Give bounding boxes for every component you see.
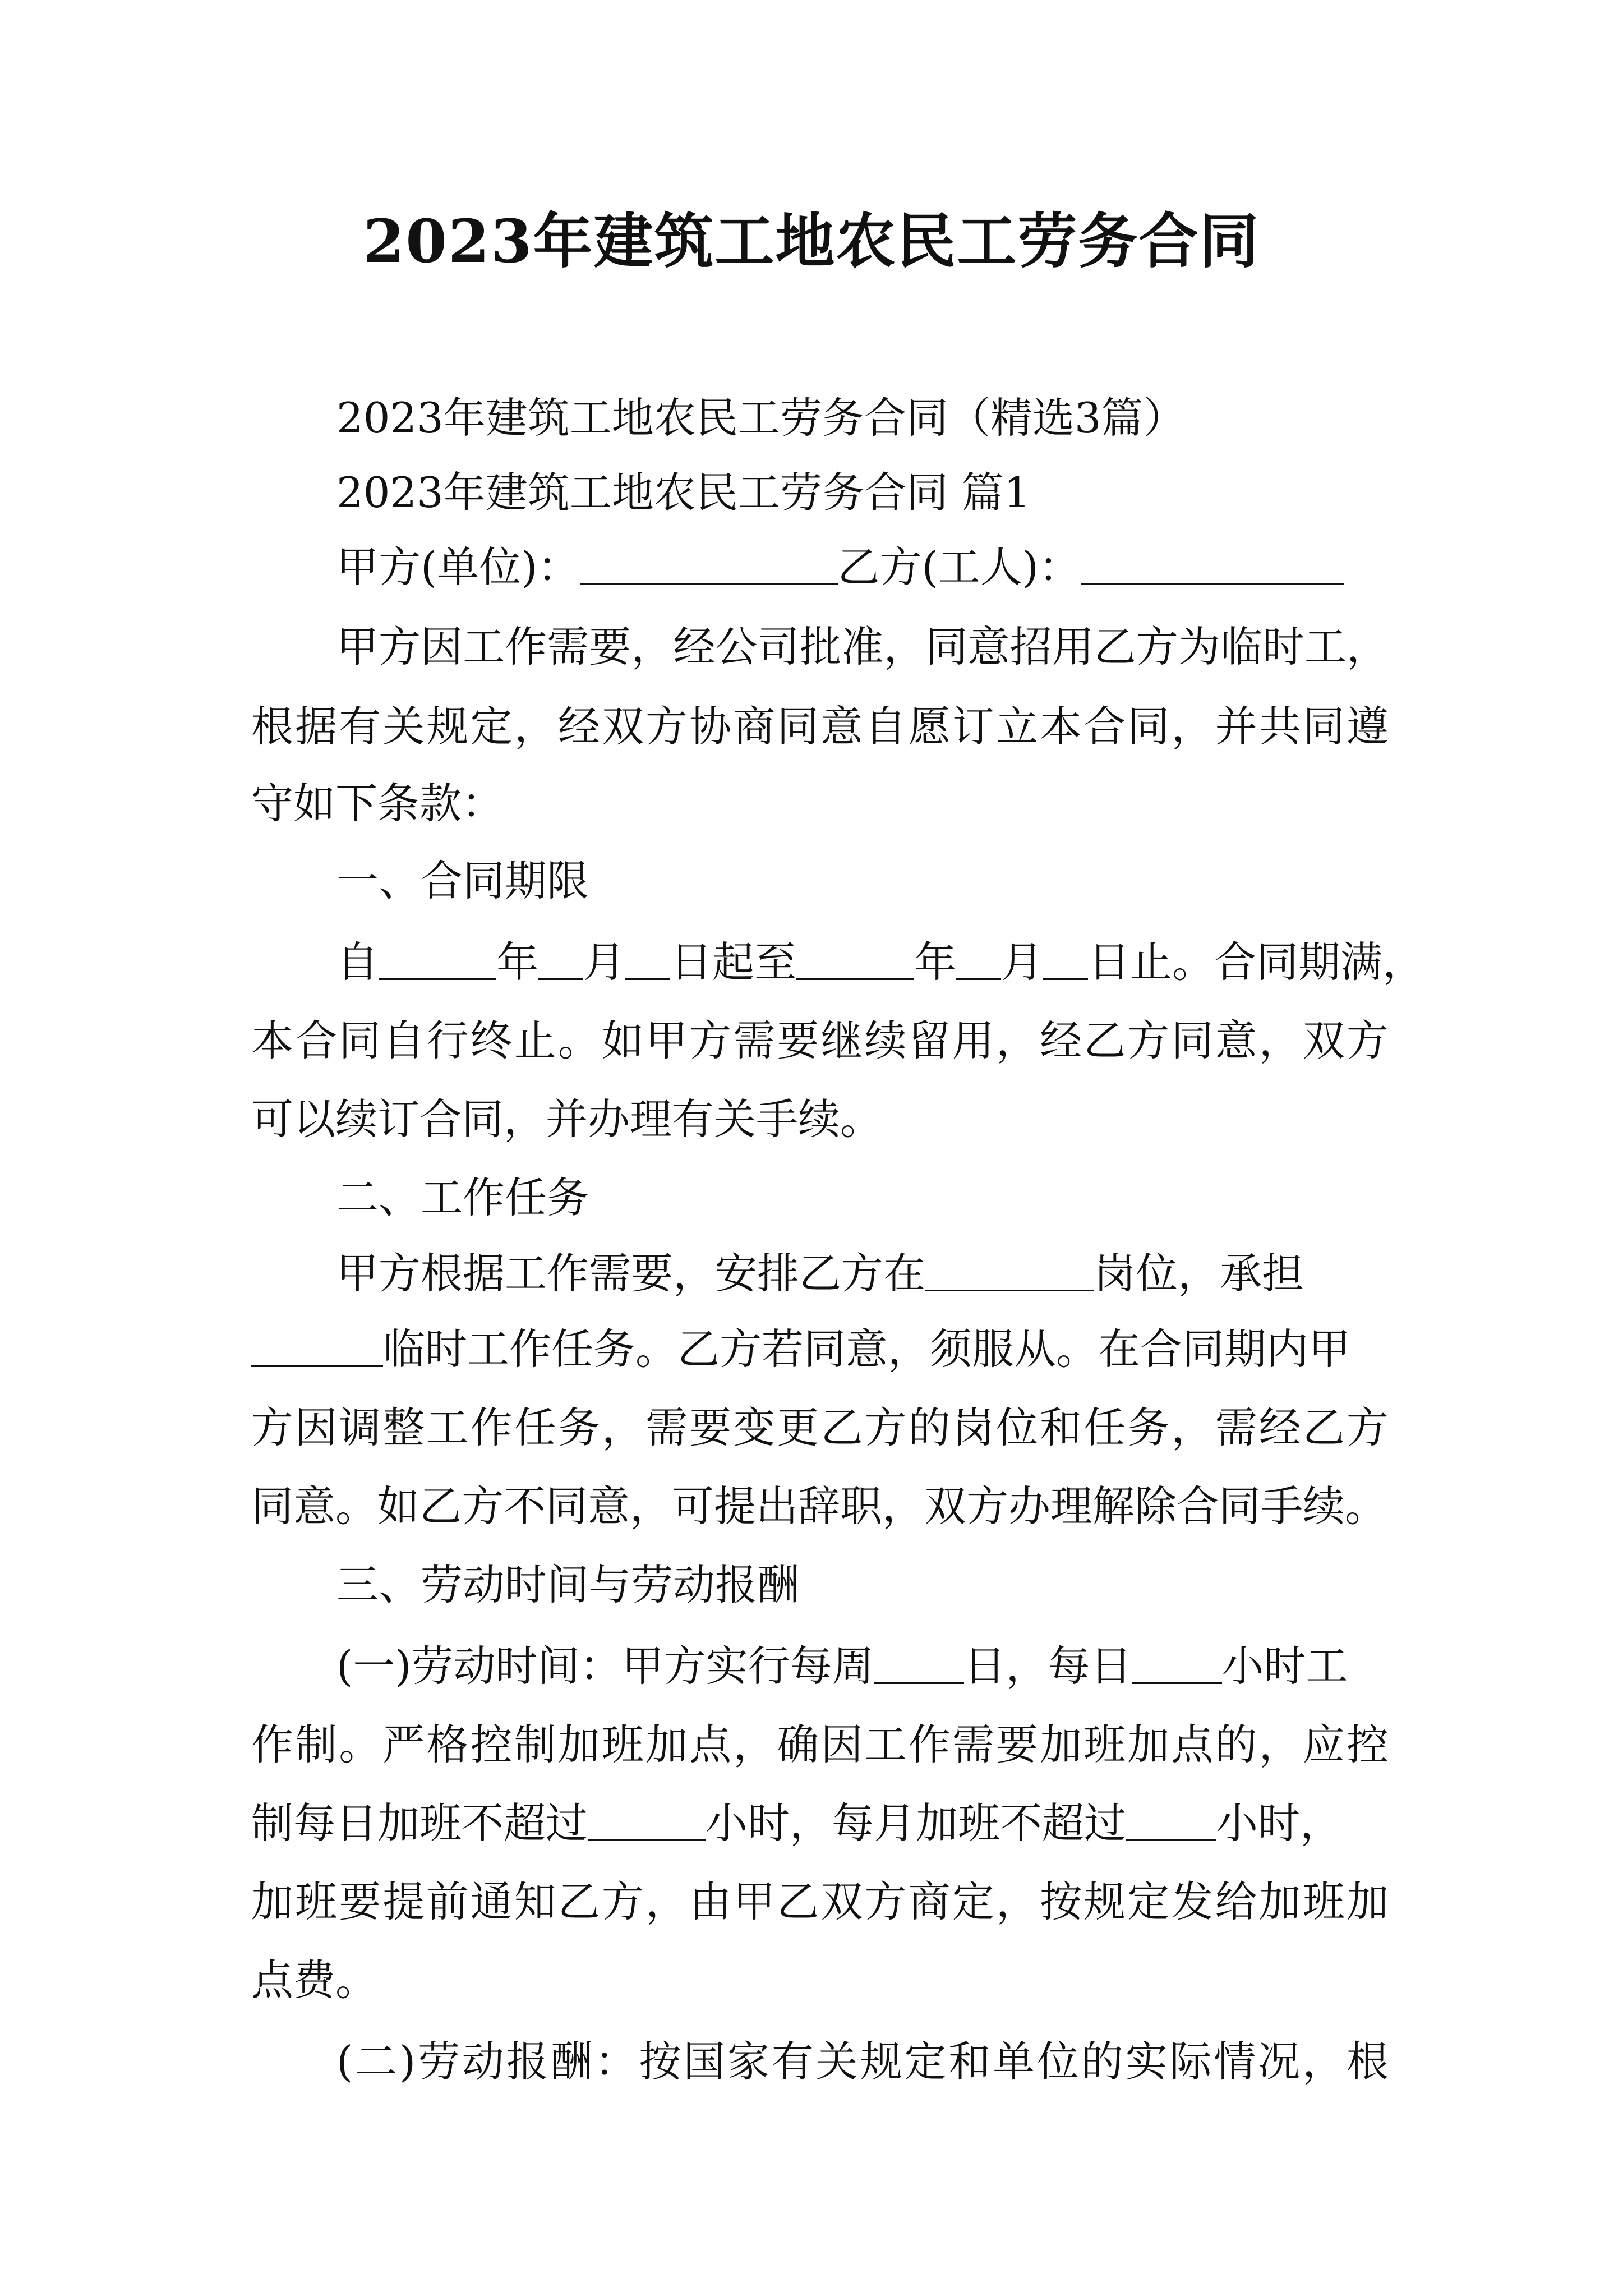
party-b-label: 乙方(工人)：: [837, 542, 1081, 592]
term-text: 年: [914, 937, 957, 987]
intro-line: 守如下条款：: [251, 779, 504, 828]
paragraph-line: 加班要提前通知乙方，由甲乙双方商定，按规定发给加班加: [251, 1877, 1389, 1926]
party-b-blank: [1081, 546, 1344, 586]
end-month-blank: [956, 941, 1001, 981]
paragraph-line: 本合同自行终止。如甲方需要继续留用，经乙方同意，双方: [251, 1016, 1389, 1065]
task-text: 临时工作任务。乙方若同意，须服从。在合同期内甲: [383, 1324, 1351, 1374]
paragraph-line: 作制。严格控制加班加点，确因工作需要加班加点的，应控: [251, 1720, 1389, 1769]
hours-text: 日，每日: [963, 1641, 1132, 1691]
paragraph-line: 点费。: [251, 1955, 378, 2005]
days-per-week-blank: [874, 1645, 964, 1685]
term-text: 自: [336, 937, 379, 987]
intro-line: 甲方因工作需要，经公司批准，同意招用乙方为临时工，: [336, 622, 1389, 671]
overtime-text: 制每日加班不超过: [251, 1798, 588, 1848]
work-task-line: [336, 1231, 1389, 1315]
paragraph-line: 同意。如乙方不同意，可提出辞职，双方办理解除合同手续。: [251, 1481, 1387, 1531]
hours-per-day-blank: [1132, 1645, 1222, 1685]
section-heading: 一、合同期限: [336, 856, 589, 905]
parties-line: [336, 525, 1389, 609]
paragraph-line: 方因调整工作任务，需要变更乙方的岗位和任务，需经乙方: [251, 1403, 1389, 1452]
article-heading: 2023年建筑工地农民工劳务合同 篇1: [336, 468, 1031, 517]
term-text: 年: [496, 937, 539, 987]
task-text: 岗位，承担: [1094, 1249, 1304, 1298]
section-heading: 三、劳动时间与劳动报酬: [336, 1560, 800, 1609]
hours-text: (一)劳动时间：甲方实行每周: [336, 1641, 874, 1691]
task-blank: [251, 1328, 383, 1368]
work-hours-line: [336, 1624, 1389, 1708]
daily-overtime-blank: [588, 1802, 706, 1842]
intro-line: 根据有关规定，经双方协商同意自愿订立本合同，并共同遵: [251, 702, 1389, 751]
contract-term-line: [336, 920, 1425, 1004]
task-text: 甲方根据工作需要，安排乙方在: [336, 1249, 926, 1298]
paragraph-line: 可以续订合同，并办理有关手续。: [251, 1094, 883, 1144]
end-year-blank: [796, 941, 914, 981]
term-text: 月: [583, 937, 626, 987]
hours-text: 小时工: [1221, 1641, 1348, 1691]
work-task-line: [251, 1307, 1389, 1391]
start-month-blank: [538, 941, 583, 981]
paragraph-line: (二)劳动报酬：按国家有关规定和单位的实际情况，根: [336, 2037, 1389, 2086]
monthly-overtime-blank: [1126, 1802, 1216, 1842]
post-blank: [925, 1252, 1094, 1292]
end-day-blank: [1043, 941, 1088, 981]
party-a-blank: [580, 546, 838, 586]
document-subtitle: 2023年建筑工地农民工劳务合同（精选3篇）: [336, 393, 1186, 443]
document-title: 2023年建筑工地农民工劳务合同: [363, 206, 1260, 276]
start-day-blank: [625, 941, 670, 981]
overtime-line: [251, 1781, 1389, 1865]
overtime-text: 小时，每月加班不超过: [706, 1798, 1127, 1848]
term-text: 月: [1001, 937, 1044, 987]
term-text: 日止。合同期满，: [1088, 937, 1425, 987]
overtime-text: 小时，: [1216, 1798, 1343, 1848]
term-text: 日起至: [670, 937, 797, 987]
party-a-label: 甲方(单位)：: [336, 542, 580, 592]
section-heading: 二、工作任务: [336, 1173, 589, 1222]
start-year-blank: [379, 941, 496, 981]
